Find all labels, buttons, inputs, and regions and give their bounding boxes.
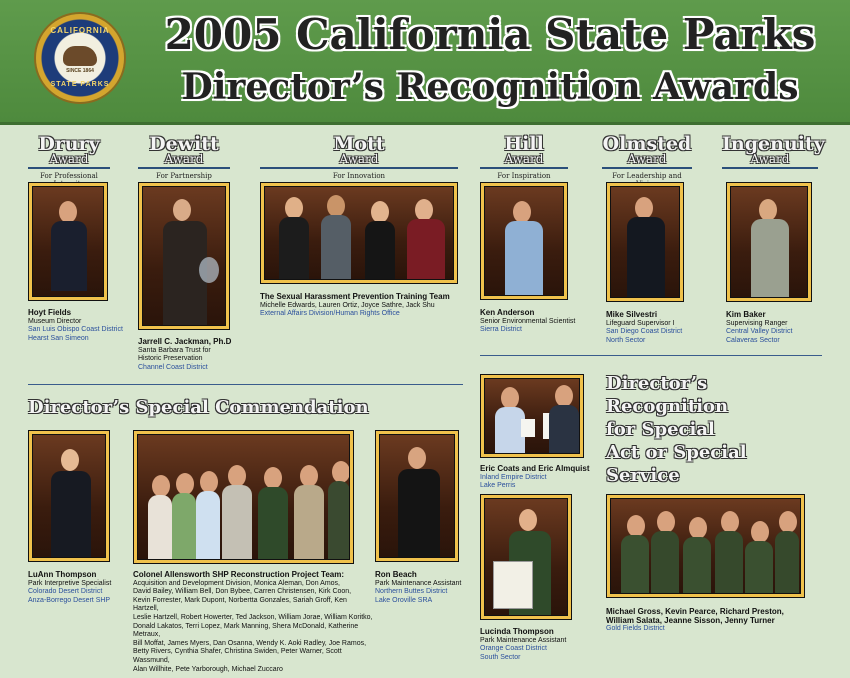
- caption-name: Jarrell C. Jackman, Ph.D: [138, 337, 232, 346]
- photo-mott-team: [260, 182, 458, 284]
- award-name: Hill: [504, 133, 544, 155]
- photo-colonel-allensworth-team: [133, 430, 354, 564]
- award-word: Award: [164, 152, 204, 166]
- caption-members: David Bailey, William Bell, Don Bybee, Carren Christensen, Kirk Coon,: [133, 588, 352, 596]
- seal-top-text: CALIFORNIA: [50, 26, 110, 35]
- award-rule: [28, 167, 110, 169]
- seal-bottom-text: STATE PARKS: [50, 81, 110, 88]
- caption-title: Museum Director: [28, 317, 82, 325]
- award-hill: [480, 135, 568, 180]
- caption-title: Park Maintenance Assistant: [480, 636, 567, 644]
- award-name: Drury: [38, 133, 100, 155]
- photo-image: [264, 186, 454, 280]
- photo-image: [137, 434, 350, 560]
- caption-members: Bill Moffat, James Myers, Dan Osanna, Wendy K. Aoki Radley, Joe Ramos,: [133, 639, 367, 647]
- caption-name: William Salata, Jeanne Sisson, Jenny Turner: [606, 615, 775, 625]
- award-name: Ingenuity: [722, 133, 825, 155]
- award-for: For Innovation: [332, 172, 386, 180]
- section-line: Recognition: [606, 396, 729, 417]
- header-banner: [0, 0, 850, 125]
- section-line: Director’s: [606, 373, 708, 394]
- photo-jarrell-jackman: [138, 182, 230, 330]
- divider-left: [28, 384, 463, 385]
- award-ingenuity: [722, 133, 825, 172]
- caption-name: Colonel Allensworth SHP Reconstruction Project Team:: [133, 570, 344, 579]
- section-special-act-title: [606, 372, 747, 487]
- caption-name: Ken Anderson: [480, 308, 535, 317]
- caption-title: Park Interpretive Specialist: [28, 579, 112, 587]
- poster-title-line2: Director’s Recognition Awards: [181, 66, 799, 108]
- caption-district: San Luis Obispo Coast District: [28, 326, 123, 334]
- award-for: For Inspiration: [497, 172, 551, 180]
- award-mott: [260, 135, 458, 180]
- award-rule: [480, 167, 568, 169]
- caption-district: Sierra District: [480, 326, 523, 334]
- caption-name: LuAnn Thompson: [28, 570, 97, 579]
- caption-lucinda-thompson: [480, 628, 595, 662]
- caption-members: Michelle Edwards, Lauren Ortiz, Joyce Sathre, Jack Shu: [260, 301, 435, 309]
- photo-image: [484, 378, 580, 454]
- caption-members: Leslie Hartzell, Robert Howerter, Ted Jackson, William Jorae, William Koritko,: [133, 613, 373, 621]
- photo-image: [142, 186, 226, 326]
- photo-hoyt-fields: [28, 182, 108, 301]
- caption-title: Lifeguard Supervisor I: [606, 319, 675, 327]
- caption-name: Ron Beach: [375, 570, 417, 579]
- caption-sector: Calaveras Sector: [726, 336, 780, 344]
- award-name: Dewitt: [149, 133, 219, 155]
- caption-name: Eric Coats and Eric Almquist: [480, 464, 590, 473]
- caption-district: San Diego Coast District: [606, 328, 683, 336]
- award-word: Award: [49, 152, 89, 166]
- caption-ron-beach: [375, 571, 475, 605]
- caption-name: Lucinda Thompson: [480, 627, 554, 636]
- award-rule: [722, 167, 818, 169]
- award-for: For Partnership: [156, 172, 212, 180]
- photo-image: [730, 186, 808, 298]
- caption-kim-baker: [726, 311, 841, 345]
- california-state-parks-seal-icon: [36, 14, 124, 102]
- award-for: For Professional: [40, 172, 98, 180]
- divider-right: [480, 355, 822, 356]
- photo-eric-coats-almquist: [480, 374, 584, 458]
- caption-members: Donald Lakatos, Terri Lopez, Mark Manning, Shera McDonald, Katherine Metraux,: [133, 622, 359, 639]
- caption-mike-silvestri: [606, 311, 716, 345]
- caption-members: Alan Willhite, Pete Yarborough, Michael Zuccaro: [133, 665, 283, 673]
- caption-sector: Lake Oroville SRA: [375, 596, 433, 604]
- caption-district: Colorado Desert District: [28, 588, 103, 596]
- award-name: Mott: [333, 133, 385, 155]
- award-olmsted: [602, 135, 692, 188]
- caption-members: Kevin Forrester, Mark Dupont, Norbertta Gonzales, Sariah Groff, Ken Hartzell,: [133, 596, 347, 613]
- photo-lucinda-thompson: [480, 494, 572, 620]
- caption-sector: Lake Perris: [480, 482, 516, 490]
- caption-name: Kim Baker: [726, 310, 766, 319]
- photo-ken-anderson: [480, 182, 568, 300]
- caption-sector: North Sector: [606, 336, 646, 344]
- caption-mott-team: [260, 293, 470, 319]
- caption-sector: Anza-Borrego Desert SHP: [28, 596, 111, 604]
- photo-gold-fields-team: [606, 494, 805, 598]
- caption-ken-anderson: [480, 309, 595, 335]
- award-dewitt: [138, 135, 230, 180]
- seal-since-text: SINCE 1864: [66, 68, 94, 74]
- photo-luann-thompson: [28, 430, 110, 562]
- caption-colonel-allensworth: [133, 571, 373, 674]
- section-line: for Special: [606, 419, 715, 440]
- photo-image: [379, 434, 455, 558]
- section-line: Act or Special: [606, 442, 747, 463]
- caption-district: Gold Fields District: [606, 625, 665, 633]
- photo-image: [484, 498, 568, 616]
- caption-members: Acquisition and Development Division, Monica Aleman, Don Amos,: [133, 579, 340, 587]
- section-commendation-title: Director’s Special Commendation: [28, 397, 369, 418]
- caption-name: The Sexual Harassment Prevention Training Team: [260, 292, 450, 301]
- caption-district: Northern Buttes District: [375, 588, 448, 596]
- caption-district: Inland Empire District: [480, 473, 547, 481]
- caption-district: External Affairs Division/Human Rights Office: [260, 310, 400, 318]
- photo-ron-beach: [375, 430, 459, 562]
- caption-title: Supervising Ranger: [726, 319, 788, 327]
- caption-name: Hoyt Fields: [28, 308, 72, 317]
- caption-title: Park Maintenance Assistant: [375, 579, 462, 587]
- award-rule: [260, 167, 458, 169]
- caption-gold-fields-team: [606, 608, 826, 634]
- caption-name: Mike Silvestri: [606, 310, 658, 319]
- caption-luann-thompson: [28, 571, 133, 605]
- section-line: Service: [606, 465, 680, 486]
- photo-image: [484, 186, 564, 296]
- photo-image: [610, 498, 801, 594]
- photo-kim-baker: [726, 182, 812, 302]
- photo-image: [32, 434, 106, 558]
- award-word: Award: [627, 152, 667, 166]
- bear-icon: [63, 46, 97, 66]
- award-rule: [602, 167, 692, 169]
- caption-district: Channel Coast District: [138, 363, 208, 371]
- caption-name: Michael Gross, Kevin Pearce, Richard Preston,: [606, 607, 784, 616]
- photo-image: [610, 186, 680, 298]
- caption-sector: Hearst San Simeon: [28, 334, 89, 342]
- caption-title: Historic Preservation: [138, 355, 203, 363]
- caption-district: Central Valley District: [726, 328, 793, 336]
- caption-hoyt-fields: [28, 309, 133, 343]
- award-word: Award: [339, 152, 379, 166]
- caption-sector: South Sector: [480, 653, 521, 661]
- caption-eric-coats-almquist: [480, 465, 600, 491]
- photo-mike-silvestri: [606, 182, 684, 302]
- award-drury: [28, 135, 110, 188]
- award-word: Award: [750, 152, 790, 166]
- award-rule: [138, 167, 230, 169]
- caption-district: Orange Coast District: [480, 645, 547, 653]
- photo-image: [32, 186, 104, 297]
- caption-title: Senior Environmental Scientist: [480, 317, 576, 325]
- caption-title: Santa Barbara Trust for: [138, 346, 211, 354]
- award-name: Olmsted: [602, 133, 692, 155]
- award-word: Award: [504, 152, 544, 166]
- caption-members: Betty Rivers, Cynthia Shafer, Christina Swiden, Peter Warner, Scott Wassmund,: [133, 648, 342, 664]
- caption-jarrell-jackman: [138, 338, 253, 372]
- poster-title-line1: 2005 California State Parks: [164, 10, 816, 59]
- award-for: For Leadership and: [612, 172, 682, 180]
